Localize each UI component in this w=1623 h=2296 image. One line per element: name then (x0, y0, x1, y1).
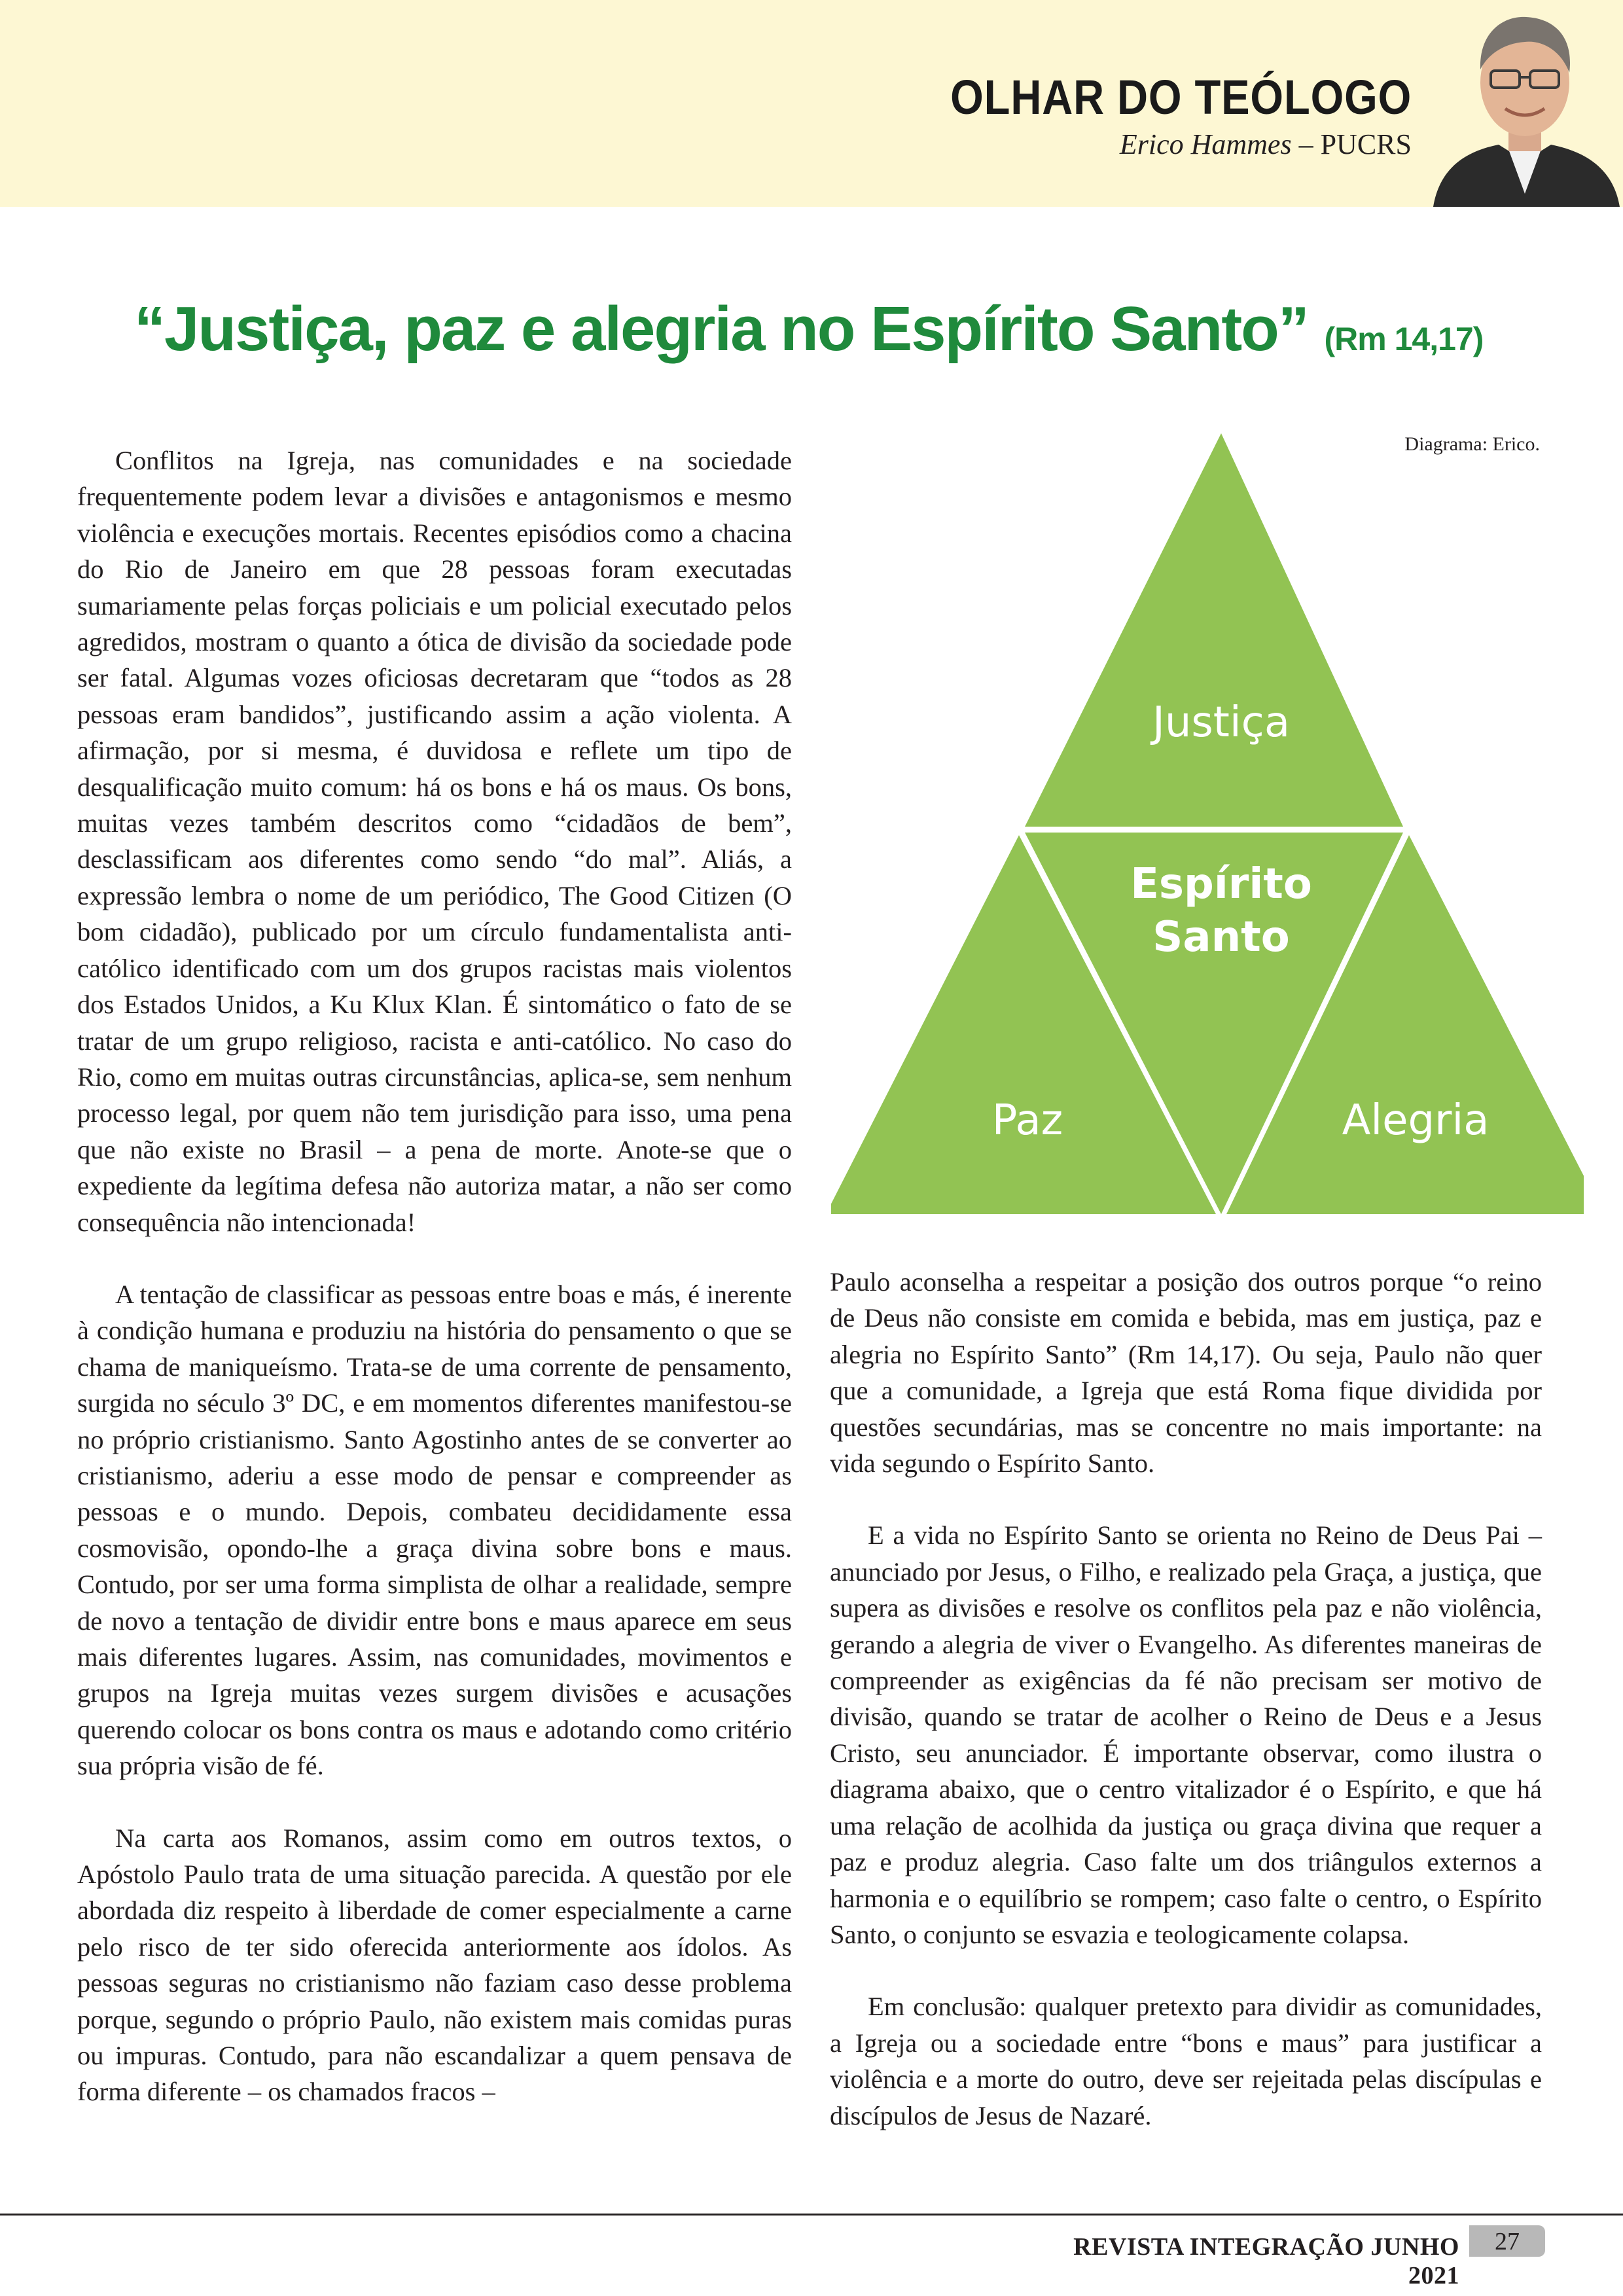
article-title-text: “Justiça, paz e alegria no Espírito Santo” (134, 294, 1308, 364)
left-column (77, 442, 792, 2110)
trinity-diagram (831, 425, 1584, 1221)
paragraph: Paulo aconselha a respeitar a posição dos outros porque “o reino de Deus não consiste em comida e bebida, mas em justiça, paz e alegria no Espírito Santo” (Rm 14,17). Ou seja, Paulo não quer que a comunidade, a Igreja que está Roma fique dividida por questões secundárias, mas se concentre no mais importante: na vida segundo o Espírito Santo. (830, 1267, 1542, 1479)
label-paz: Paz (991, 1096, 1063, 1145)
diagram-credit: Diagrama: Erico. (1404, 433, 1540, 455)
author-affiliation: – PUCRS (1291, 128, 1412, 160)
paragraph: Em conclusão: qualquer pretexto para dividir as comunidades, a Igreja ou a sociedade entre “bons e maus” para justificar a violência e a morte do outro, deve ser rejeitada pelas discípulas e discípulos de Jesus de Nazaré. (830, 1992, 1542, 2130)
paragraph: Na carta aos Romanos, assim como em outros textos, o Apóstolo Paulo trata de uma situação parecida. A questão por ele abordada diz respeito à liberdade de comer especialmente a carne pelo risco de ter sido oferecida anteriormente aos ídolos. As pessoas seguras no cristianismo não faziam caso desse problema porque, segundo o próprio Paulo, não existem mais comidas puras ou impuras. Contudo, para não escandalizar a quem pensava de forma diferente – os chamados fracos – (77, 1823, 792, 2107)
article-reference: (Rm 14,17) (1324, 321, 1484, 357)
footer-divider (0, 2214, 1623, 2215)
article-title (134, 293, 1574, 365)
paragraph: A tentação de classificar as pessoas entre boas e más, é inerente à condição humana e produziu na história do pensamento o que se chama de maniqueísmo. Trata-se de uma corrente de pensamento, surgida no século 3º DC, e em momentos diferentes manifestou-se no próprio cristianismo. Santo Agostinho antes de se converter ao cristianismo, aderiu a esse modo de pensar e compreender as pessoas e o mundo. Depois, combateu decididamente essa cosmovisão, opondo-lhe a graça divina sobre bons e maus. Contudo, por ser uma forma simplista de olhar a realidade, sempre de novo a tentação de dividir entre bons e maus aparece em seus mais diferentes lugares. Assim, nas comunidades, movimentos e grupos na Igreja muitas vezes surgem divisões e acusações querendo colocar os bons contra os maus e adotando como critério sua própria visão de fé. (77, 1279, 792, 1781)
paragraph: Conflitos na Igreja, nas comunidades e na sociedade frequentemente podem levar a divisões e antagonismos e mesmo violência e execuções mortais. Recentes episódios como a chacina do Rio de Janeiro em que 28 pessoas foram executadas sumariamente pelas forças policiais e um policial executado pelos agredidos, mostram o quanto a ótica de divisão da sociedade pode ser fatal. Algumas vozes oficiosas decretaram que “todos as 28 pessoas eram bandidos”, justificando assim a ação violenta. A afirmação, por si mesma, é duvidosa e reflete um tipo de desqualificação muito comum: há os bons e há os maus. Os bons, muitas vezes também descritos como “cidadãos de bem”, desclassificam aos diferentes como sendo “do mal”. Aliás, a expressão lembra o nome de um periódico, The Good Citizen (O bom cidadão), publicado por um círculo fundamentalista anti-católico identificado com um dos grupos racistas mais violentos dos Estados Unidos, a Ku Klux Klan. É sintomático o fato de se tratar de um grupo religioso, racista e anti-católico. No caso do Rio, como em muitas outras circunstâncias, aplica-se, sem nenhum processo legal, por quem não tem jurisdição para isso, uma pena que não existe no Brasil – a pena de morte. Anote-se que o expediente da legítima defesa não autoriza matar, a não ser como consequência não intencionada! (77, 446, 792, 1237)
label-alegria: Alegria (1342, 1096, 1489, 1145)
label-santo: Santo (1152, 913, 1290, 961)
label-justica: Justiça (1152, 698, 1291, 747)
author-name: Erico Hammes (1119, 128, 1292, 160)
footer-publication: REVISTA INTEGRAÇÃO JUNHO 2021 (1073, 2233, 1459, 2289)
author-line (1120, 128, 1412, 161)
triangle-justica (1025, 433, 1403, 827)
right-column (830, 1264, 1542, 2134)
section-title: OLHAR DO TEÓLOGO (950, 70, 1412, 124)
paragraph: E a vida no Espírito Santo se orienta no Reino de Deus Pai – anunciado por Jesus, o Filho, e realizado pela Graça, a justiça, que supera as divisões e resolve os conflitos pela paz e não violência, gerando a alegria de viver o Evangelho. As diferentes maneiras de compreender as exigências da fé não precisam ser motivo de divisão, quando se tratar de acolher o Reino de Deus e a Jesus Cristo, seu anunciador. É importante observar, como ilustra o diagrama abaixo, que o centro vitalizador é o Espírito, e que há uma relação de acolhida da justiça ou graça divina que requer a paz e produz alegria. Caso falte um dos triângulos externos a harmonia e o equilíbrio se rompem; caso falte o centro, o Espírito Santo, o conjunto se esvazia e teologicamente colapsa. (830, 1520, 1542, 1949)
label-espirito: Espírito (1130, 860, 1312, 908)
author-photo (1427, 4, 1623, 207)
page-number: 27 (1469, 2225, 1545, 2257)
